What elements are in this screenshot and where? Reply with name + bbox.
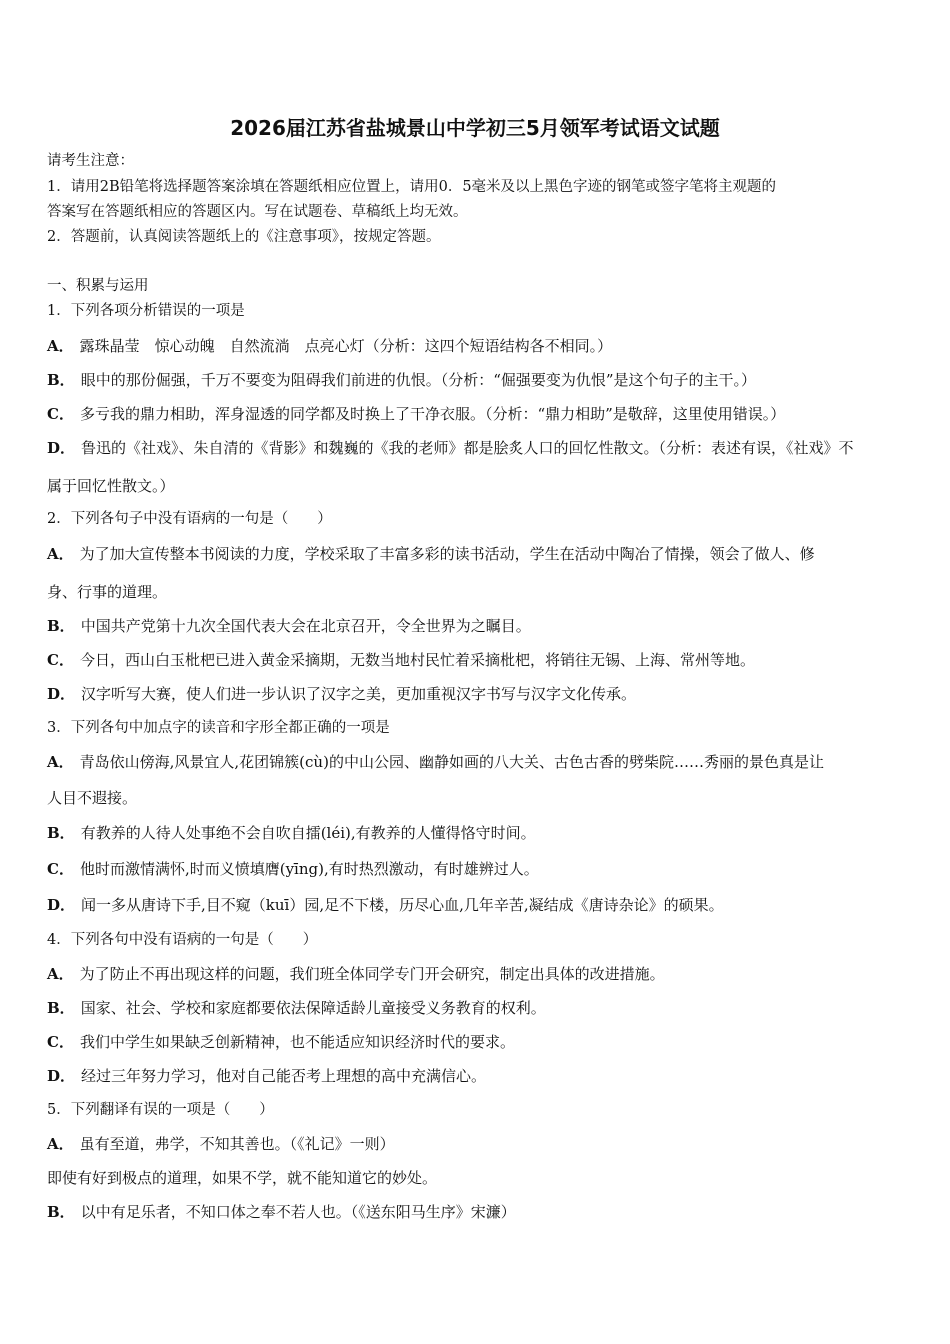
option-label: A． [47,545,74,563]
question-1-option-a [47,336,907,356]
question-1-option-d-cont: 属于回忆性散文。） [47,477,175,495]
option-text: 青岛依山傍海,风景宜人,花团锦簇(cù)的中山公园、幽静如画的八大关、古色古香的劈柴院……秀丽的景色真是让 [79,753,824,771]
question-4-option-a [47,964,907,984]
option-label: A． [47,753,74,771]
question-1-option-d [47,438,907,458]
question-5-stem: 5．下列翻译有误的一项是（ ） [47,1102,274,1118]
notice-heading: 请考生注意： [47,153,134,169]
option-text: 眼中的那份倔强，千万不要变为阻碍我们前进的仇恨。（分析：“倔强要变为仇恨”是这个句子的主干。） [80,371,757,389]
option-text: 以中有足乐者，不知口体之奉不若人也。（《送东阳马生序》宋濂） [80,1203,516,1221]
question-2-stem: 2．下列各句子中没有语病的一句是（ ） [47,511,332,527]
option-label: B． [47,617,75,635]
option-text: 国家、社会、学校和家庭都要依法保障适龄儿童接受义务教育的权利。 [80,999,546,1017]
option-label: B． [47,999,75,1017]
question-2-option-c [47,650,907,670]
question-4-option-d [47,1066,907,1086]
option-label: A． [47,965,74,983]
question-5-option-b [47,1202,907,1222]
question-3-option-b [47,823,907,843]
option-label: D． [47,685,76,703]
question-3-option-c [47,859,907,879]
notice-line-1b: 答案写在答题纸相应的答题区内。写在试题卷、草稿纸上均无效。 [47,204,468,220]
option-text: 为了加大宣传整本书阅读的力度，学校采取了丰富多彩的读书活动，学生在活动中陶冶了情操，领会了做人、修 [79,545,815,563]
option-text: 为了防止不再出现这样的问题，我们班全体同学专门开会研究，制定出具体的改进措施。 [79,965,665,983]
question-4-stem: 4．下列各句中没有语病的一句是（ ） [47,932,318,948]
question-2-option-a [47,544,907,564]
question-1-option-c [47,404,907,424]
option-label: C． [47,651,74,669]
option-text: 今日，西山白玉枇杷已进入黄金采摘期，无数当地村民忙着采摘枇杷，将销往无锡、上海、常州等地。 [79,651,755,669]
option-text: 经过三年努力学习，他对自己能否考上理想的高中充满信心。 [81,1067,487,1085]
option-label: D． [47,896,76,914]
option-label: C． [47,860,74,878]
option-text: 虽有至道，弗学，不知其善也。（《礼记》一则） [79,1135,395,1153]
option-text: 有教养的人待人处事绝不会自吹自擂(léi),有教养的人懂得恪守时间。 [80,824,536,842]
option-text: 露珠晶莹 惊心动魄 自然流淌 点亮心灯（分析：这四个短语结构各不相同。） [79,337,613,355]
option-label: D． [47,439,76,457]
option-text: 鲁迅的《社戏》、朱自清的《背影》和魏巍的《我的老师》都是脍炙人口的回忆性散文。（分析：表述有误，《社戏》不 [81,439,854,457]
page-title: 2026届江苏省盐城景山中学初三5月领军考试语文试题 [230,116,720,140]
question-4-option-c [47,1032,907,1052]
question-3-option-a [47,752,907,772]
question-4-option-b [47,998,907,1018]
option-label: C． [47,405,74,423]
option-label: B． [47,371,75,389]
section-heading: 一、积累与运用 [47,278,149,294]
option-label: A． [47,1135,74,1153]
option-text: 闻一多从唐诗下手,目不窥（kuī）园,足不下楼，历尽心血,几年辛苦,凝结成《唐诗杂论》的硕果。 [81,896,724,914]
option-text: 多亏我的鼎力相助，浑身湿透的同学都及时换上了干净衣服。（分析：“鼎力相助”是敬辞，这里使用错误。） [79,405,786,423]
question-2-option-a-cont: 身、行事的道理。 [47,583,168,601]
option-label: B． [47,824,75,842]
option-label: D． [47,1067,76,1085]
option-text: 他时而激情满怀,时而义愤填膺(yīng),有时热烈激动，有时雄辨过人。 [79,860,539,878]
option-label: A． [47,337,74,355]
question-5-option-a-translation: 即使有好到极点的道理，如果不学，就不能知道它的妙处。 [47,1169,438,1187]
option-label: C． [47,1033,74,1051]
question-5-option-a [47,1134,907,1154]
question-3-option-a-cont: 人目不遐接。 [47,789,138,807]
option-text: 中国共产党第十九次全国代表大会在北京召开，令全世界为之瞩目。 [80,617,531,635]
option-text: 我们中学生如果缺乏创新精神，也不能适应知识经济时代的要求。 [79,1033,515,1051]
question-1-option-b [47,370,907,390]
notice-line-2: 2．答题前，认真阅读答题纸上的《注意事项》，按规定答题。 [47,229,441,245]
question-2-option-b [47,616,907,636]
notice-line-1a: 1．请用2B铅笔将选择题答案涂填在答题纸相应位置上，请用0．5毫米及以上黑色字迹的钢笔或签字笔将主观题的 [47,179,777,195]
option-text: 汉字听写大赛，使人们进一步认识了汉字之美，更加重视汉字书写与汉字文化传承。 [81,685,637,703]
option-label: B． [47,1203,75,1221]
question-3-stem: 3．下列各句中加点字的读音和字形全都正确的一项是 [47,720,390,736]
question-2-option-d [47,684,907,704]
question-3-option-d [47,895,907,915]
question-1-stem: 1．下列各项分析错误的一项是 [47,303,245,319]
